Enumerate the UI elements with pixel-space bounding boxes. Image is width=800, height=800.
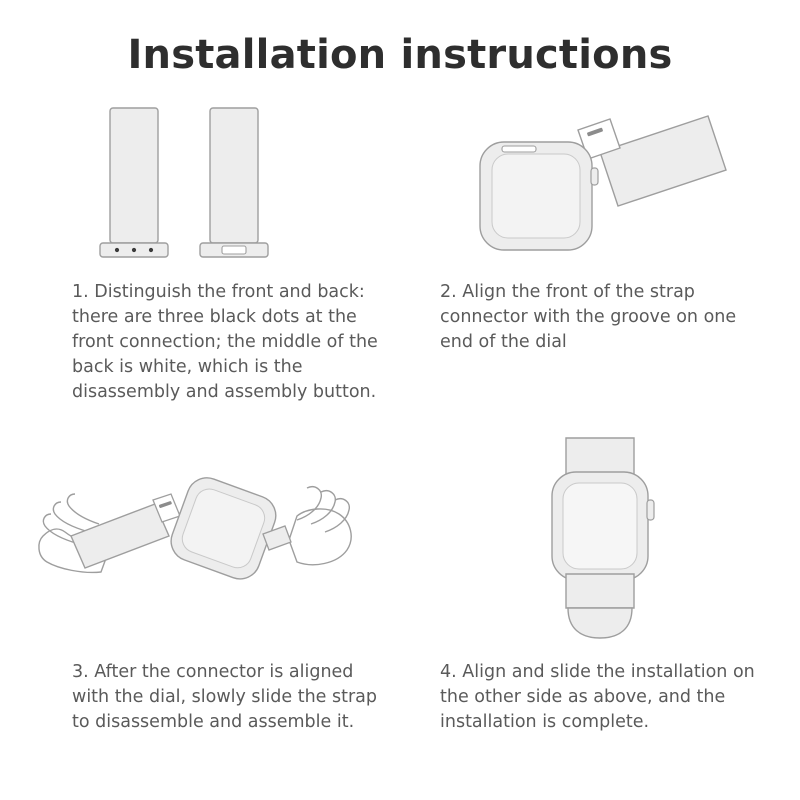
two-strap-ends-front-and-back-icon xyxy=(70,100,330,275)
step-3-caption: 3. After the connector is aligned with the dial, slowly slide the strap to disassemble and assemble it. xyxy=(72,662,378,732)
step-4 xyxy=(400,422,800,752)
step-4-illustration xyxy=(400,422,800,622)
step-2 xyxy=(400,92,800,422)
step-2-caption: 2. Align the front of the strap connector with the groove on one end of the dial xyxy=(440,282,737,352)
step-2-illustration xyxy=(400,92,800,292)
step-1 xyxy=(0,92,400,422)
hands-sliding-strap-icon xyxy=(35,470,365,610)
step-3 xyxy=(0,422,400,752)
page-title: Installation instructions xyxy=(127,32,673,78)
assembled-watch-icon xyxy=(510,432,690,647)
step-1-caption: 1. Distinguish the front and back: there are three black dots at the front connection; the middle of the back is white, which is the disassembly and assembly button. xyxy=(72,282,378,402)
step-4-caption: 4. Align and slide the installation on the other side as above, and the installation is complete. xyxy=(440,662,755,732)
steps-grid xyxy=(0,92,800,792)
step-3-illustration xyxy=(0,422,400,660)
watch-body-with-strap-connector-icon xyxy=(450,102,750,272)
step-1-illustration xyxy=(0,92,400,290)
